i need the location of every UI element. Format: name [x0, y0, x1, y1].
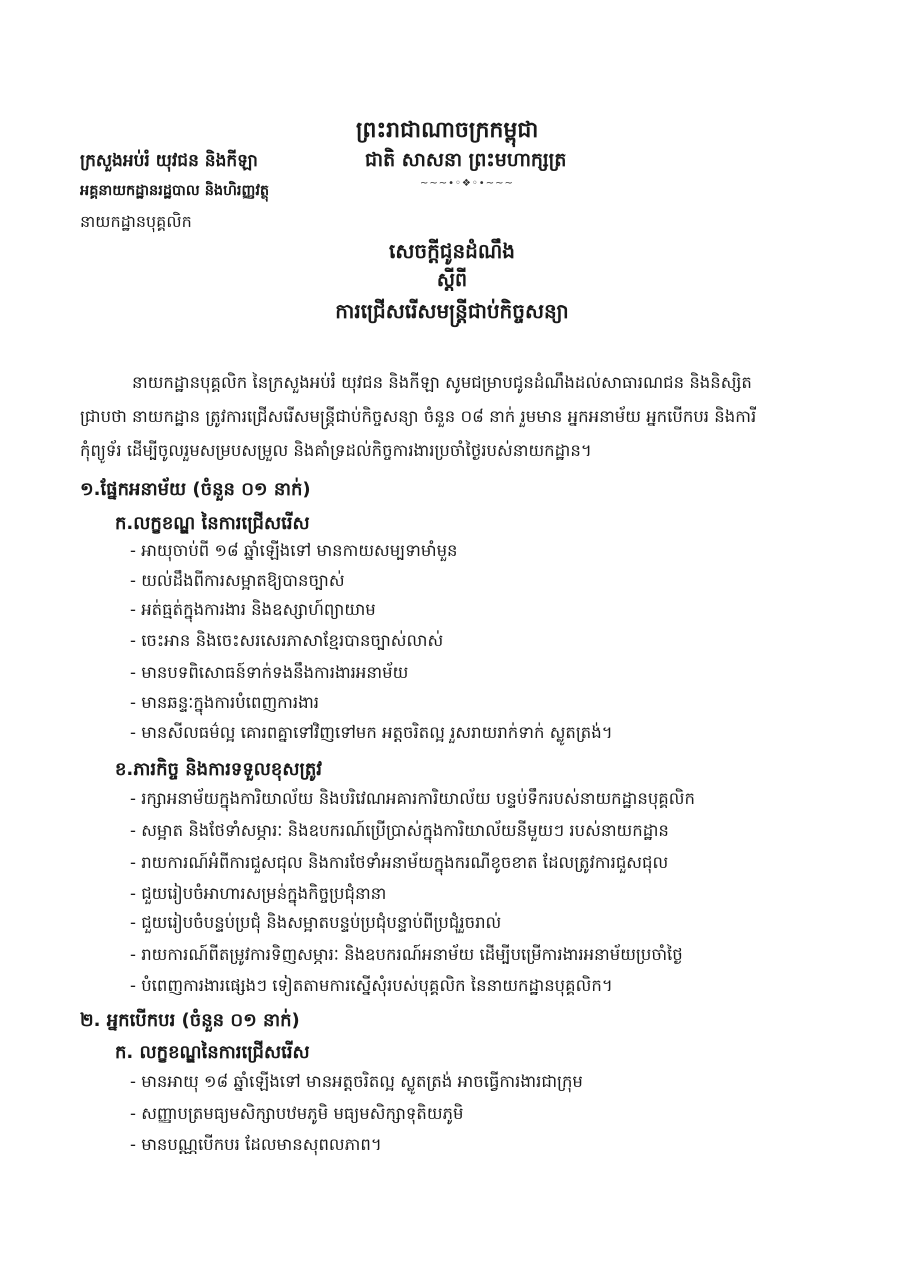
- list-item: - រាយការណ៍អំពីការជួសជុល និងការថែទាំអនាម័យក្នុងករណីខូចខាត ដែលត្រូវការជួសជុល: [130, 853, 669, 872]
- section-heading: ២. អ្នកបើកបរ (ចំនួន ០១ នាក់): [80, 1010, 300, 1031]
- list-item: - អាយុចាប់ពី ១៨ ឆ្នាំឡើងទៅ មានកាយសម្បទាមាំមួន: [130, 541, 458, 560]
- intro-line-3: កុំព្យូទ័រ ដើម្បីចូលរួមសម្របសម្រួល និងគាំទ្រដល់កិច្ចការងារប្រចាំថ្ងៃរបស់នាយកដ្ឋាន។: [80, 441, 592, 460]
- section-heading: ១.ផ្នែកអនាម័យ (ចំនួន ០១ នាក់): [80, 479, 311, 500]
- list-item: - សញ្ញាបត្រមធ្យមសិក្សាបឋមភូមិ មធ្យមសិក្សាទុតិយភូមិ: [130, 1104, 464, 1123]
- subsection-heading: ក.លក្ខខណ្ឌ នៃការជ្រើសរើស: [115, 513, 310, 534]
- ornament-divider: ~~~•◦❖◦•~~~: [420, 178, 514, 189]
- list-item: - រាយការណ៍ពីតម្រូវការទិញសម្ភារៈ និងឧបករណ៍អនាម័យ ដើម្បីបម្រើការងារអនាម័យប្រចាំថ្ងៃ: [130, 945, 683, 964]
- list-item: - មានបទពិសោធន៍ទាក់ទងនឹងការងារអនាម័យ: [130, 663, 409, 682]
- list-item: - ចេះអាន និងចេះសរសេរភាសាខ្មែរបានច្បាស់លាស់: [130, 631, 444, 650]
- list-item: - មានអាយុ ១៨ ឆ្នាំឡើងទៅ មានអត្តចរិតល្អ ស្លូតត្រង់ អាចធ្វើការងារជាក្រុម: [130, 1072, 583, 1091]
- intro-line-2: ជ្រាបថា នាយកដ្ឋាន ត្រូវការជ្រើសរើសមន្ត្រីជាប់កិច្ចសន្យា ចំនួន ០៨ នាក់ រួមមាន អ្នកអនាម័យ អ្នកបើកបរ និងការី: [80, 407, 757, 426]
- list-item: - បំពេញការងារផ្សេងៗ ទៀតតាមការស្នើសុំរបស់បុគ្គលិក នៃនាយកដ្ឋានបុគ្គលិក។: [130, 976, 613, 995]
- intro-line-1: នាយកដ្ឋានបុគ្គលិក នៃក្រសួងអប់រំ យុវជន និងកីឡា សូមជម្រាបជូនដំណឹងដល់សាធារណជន និងនិស្សិត: [132, 373, 752, 392]
- list-item: - យល់ដឹងពីការសម្អាតឱ្យបានច្បាស់: [130, 571, 345, 590]
- list-item: - ជួយរៀបចំអាហារសម្រន់ក្នុងកិច្ចប្រជុំនានា: [130, 884, 387, 903]
- notice-subject: ការជ្រើសរើសមន្ត្រីជាប់កិច្ចសន្យា: [335, 299, 569, 323]
- department-name: នាយកដ្ឋានបុគ្គលិក: [80, 212, 192, 231]
- list-item: - អត់ធ្មត់ក្នុងការងារ និងឧស្សាហ៍ព្យាយាម: [130, 600, 376, 619]
- kingdom-heading: ព្រះរាជាណាចក្រកម្ពុជា: [356, 118, 539, 143]
- list-item: - មានបណ្ណបើកបរ ដែលមានសុពលភាព។: [130, 1135, 382, 1154]
- list-item: - ជួយរៀបចំបន្ទប់ប្រជុំ និងសម្អាតបន្ទប់ប្រជុំបន្ទាប់ពីប្រជុំរួចរាល់: [130, 913, 502, 932]
- general-department-name: អគ្គនាយកដ្ឋានរដ្ឋបាល និងហិរញ្ញវត្ថុ: [80, 183, 270, 199]
- notice-subject-label: ស្តីពី: [436, 269, 468, 291]
- list-item: - មានសីលធម៌ល្អ គោរពគ្នាទៅវិញទៅមក អត្តចរិតល្អ រួសរាយរាក់ទាក់ ស្លូតត្រង់។: [130, 723, 613, 742]
- list-item: - រក្សាអនាម័យក្នុងការិយាល័យ និងបរិវេណអគារការិយាល័យ បន្ទប់ទឹករបស់នាយកដ្ឋានបុគ្គលិក: [130, 789, 695, 808]
- list-item: - មានឆន្ទៈក្នុងការបំពេញការងារ: [130, 693, 320, 712]
- list-item: - សម្អាត និងថែទាំសម្ភារៈ និងឧបករណ៍ប្រើប្រាស់ក្នុងការិយាល័យនីមួយៗ របស់នាយកដ្ឋាន: [130, 821, 669, 840]
- subsection-heading: ខ.ភារកិច្ច និងការទទួលខុសត្រូវ: [115, 759, 322, 780]
- national-motto: ជាតិ សាសនា ព្រះមហាក្សត្រ: [365, 149, 567, 171]
- ministry-name: ក្រសួងអប់រំ យុវជន និងកីឡា: [80, 151, 258, 171]
- subsection-heading: ក. លក្ខខណ្ឌនៃការជ្រើសរើស: [115, 1042, 310, 1063]
- notice-title: សេចក្តីជូនដំណឹង: [389, 239, 515, 263]
